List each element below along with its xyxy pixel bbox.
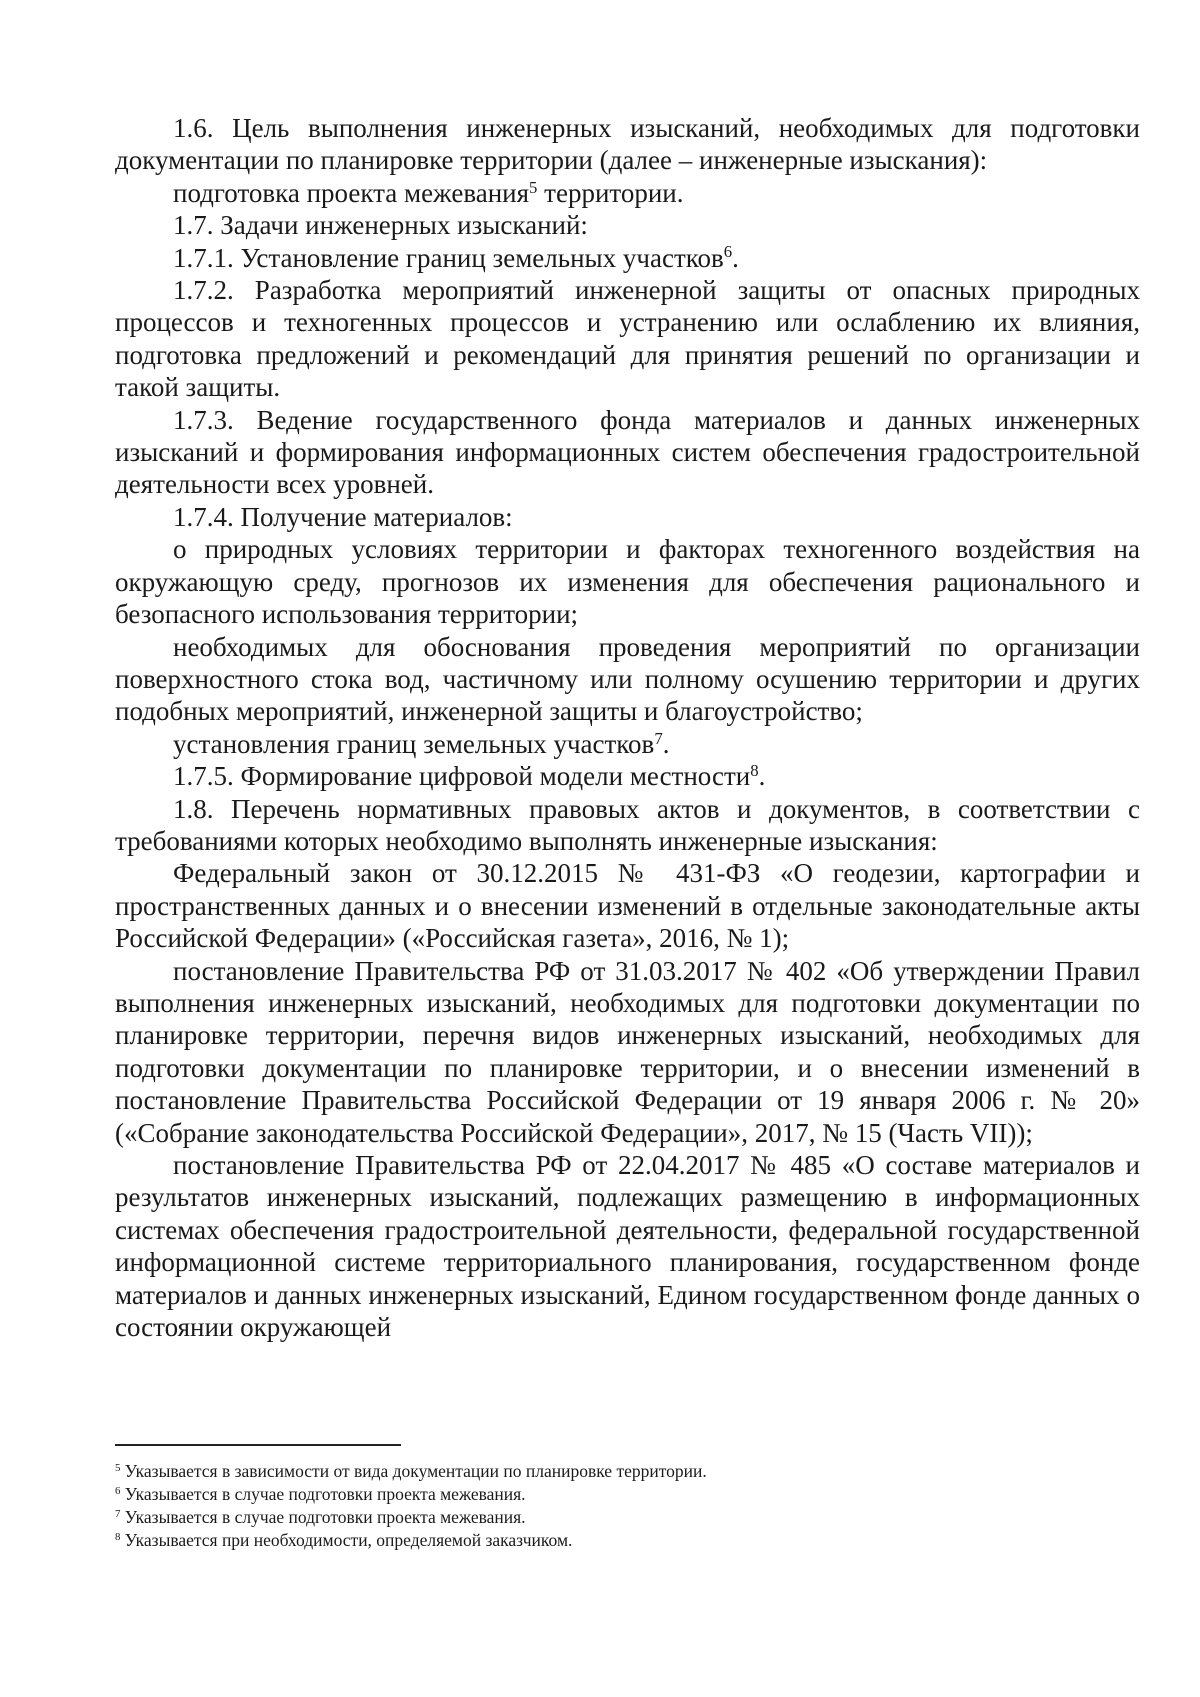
footnote-text: Указывается при необходимости, определяемой заказчиком.: [120, 1530, 573, 1550]
paragraph: [115, 209, 1140, 241]
footnote-separator: [115, 1444, 401, 1446]
footnote: [115, 1529, 1140, 1552]
paragraph-text: 1.7.3. Ведение государственного фонда материалов и данных инженерных изысканий и формирования информационных систем обеспечения градостроительной деятельности всех уровней.: [115, 404, 1140, 500]
footnote: [115, 1506, 1140, 1529]
footnote-text: Указывается в случае подготовки проекта межевания.: [120, 1484, 526, 1504]
paragraph-text: подготовка проекта межевания: [173, 177, 530, 208]
paragraph-text: 1.7.2. Разработка мероприятий инженерной защиты от опасных природных процессов и техногенных процессов и устранению или ослаблению их влияния, подготовка предложений и рекомендаций для принятия решений по организации и такой защиты.: [115, 275, 1140, 403]
paragraph: [115, 501, 1140, 533]
paragraph-text: 1.8. Перечень нормативных правовых актов и документов, в соответствии с требованиями которых необходимо выполнять инженерные изыскания:: [115, 793, 1140, 856]
footnote-ref[interactable]: 8: [750, 760, 759, 780]
footnote-text: Указывается в зависимости от вида документации по планировке территории.: [120, 1461, 707, 1481]
paragraph-text: 1.7.4. Получение материалов:: [173, 501, 513, 532]
footnote-number: 5: [115, 1462, 121, 1475]
footnotes: [115, 1460, 1140, 1552]
paragraph-text: .: [662, 728, 670, 759]
paragraph-text: Федеральный закон от 30.12.2015 № 431-ФЗ «О геодезии, картографии и пространственных данных и о внесении изменений в отдельные законодательные акты Российской Федерации» («Российская газета», 2016, № 1);: [115, 858, 1140, 954]
footnote: [115, 1483, 1140, 1506]
paragraph-text: постановление Правительства РФ от 31.03.2017 № 402 «Об утверждении Правил выполнения инженерных изысканий, необходимых для подготовки документации по планировке территории, перечня видов инженерных изысканий, необходимых для подготовки документации по планировке территории, и о внесении изменений в постановление Правительства Российской Федерации от 19 января 2006 г. № 20» («Собрание законодательства Российской Федерации», 2017, № 15 (Часть VII));: [115, 955, 1140, 1148]
paragraph-text: .: [732, 242, 739, 273]
paragraph: [115, 728, 1140, 760]
paragraph: [115, 760, 1140, 792]
footnote-number: 6: [115, 1485, 121, 1498]
paragraph: [115, 274, 1140, 404]
paragraph: [115, 177, 1140, 209]
footnote-number: 7: [115, 1508, 121, 1521]
paragraph: [115, 857, 1140, 954]
paragraph-text: .: [758, 761, 766, 792]
paragraph-text: 1.7. Задачи инженерных изысканий:: [173, 210, 588, 241]
paragraph-text: постановление Правительства РФ от 22.04.2017 № 485 «О составе материалов и результатов инженерных изысканий, подлежащих размещению в информационных системах обеспечения градостроительной деятельности, федеральной государственной информационной системе территориального планирования, государственном фонде материалов и данных инженерных изысканий, Едином государственном фонде данных о состоянии окружающей: [115, 1150, 1140, 1343]
paragraph-text: 1.6. Цель выполнения инженерных изысканий, необходимых для подготовки документации по планировке территории (далее – инженерные изыскания):: [115, 113, 1140, 176]
footnote-number: 8: [115, 1531, 121, 1544]
paragraph: [115, 112, 1140, 177]
document-body: [115, 112, 1140, 1343]
paragraph: [115, 533, 1140, 630]
paragraph: [115, 404, 1140, 501]
paragraph-text: установления границ земельных участков: [173, 728, 655, 759]
footnote: [115, 1460, 1140, 1483]
paragraph-text: о природных условиях территории и факторах техногенного воздействия на окружающую среду, прогнозов их изменения для обеспечения рационального и безопасного использования территории;: [115, 534, 1140, 630]
paragraph: [115, 242, 1140, 274]
paragraph: [115, 793, 1140, 858]
paragraph: [115, 1149, 1140, 1343]
footnote-ref[interactable]: 6: [723, 242, 733, 262]
paragraph-text: 1.7.1. Установление границ земельных участков: [173, 242, 724, 273]
paragraph-text: территории.: [537, 177, 684, 208]
footnote-ref[interactable]: 5: [529, 177, 538, 197]
paragraph: [115, 631, 1140, 728]
footnote-text: Указывается в случае подготовки проекта межевания.: [120, 1507, 526, 1527]
paragraph-text: необходимых для обоснования проведения мероприятий по организации поверхностного стока вод, частичному или полному осушению территории и других подобных мероприятий, инженерной защиты и благоустройство;: [115, 631, 1140, 727]
paragraph: [115, 955, 1140, 1149]
footnote-ref[interactable]: 7: [654, 728, 663, 748]
paragraph-text: 1.7.5. Формирование цифровой модели местности: [173, 761, 751, 792]
